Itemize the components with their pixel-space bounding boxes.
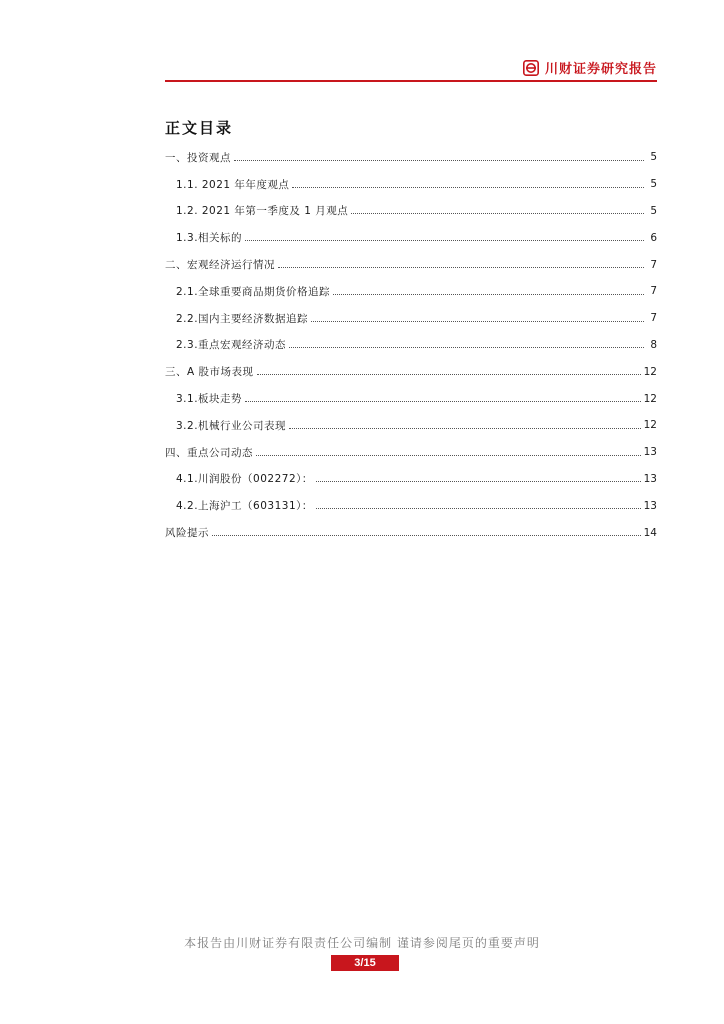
toc-entry-page-number: 5 — [650, 204, 657, 217]
toc-entry[interactable] — [165, 171, 657, 198]
toc-entry[interactable] — [165, 492, 657, 519]
footer-disclaimer: 本报告由川财证券有限责任公司编制 谨请参阅尾页的重要声明 — [184, 936, 540, 950]
toc-dot-leader — [316, 508, 641, 509]
toc-entry-label: 2.3.重点宏观经济动态 — [176, 339, 287, 352]
table-of-contents — [165, 144, 657, 546]
toc-entry[interactable] — [165, 412, 657, 439]
toc-entry-page-number: 13 — [643, 499, 657, 512]
toc-entry[interactable] — [165, 358, 657, 385]
toc-dot-leader — [245, 240, 644, 241]
toc-entry[interactable] — [165, 305, 657, 332]
toc-entry-label: 风险提示 — [165, 527, 209, 540]
toc-entry-label: 1.3.相关标的 — [176, 232, 243, 245]
toc-entry-page-number: 8 — [650, 338, 657, 351]
brand — [523, 58, 657, 77]
toc-entry-label: 四、重点公司动态 — [165, 446, 253, 459]
toc-entry-label: 二、宏观经济运行情况 — [165, 259, 275, 272]
toc-dot-leader — [351, 213, 644, 214]
toc-entry[interactable] — [165, 466, 657, 493]
toc-entry-page-number: 12 — [643, 365, 657, 378]
toc-dot-leader — [333, 294, 644, 295]
toc-entry-page-number: 13 — [643, 472, 657, 485]
page-header — [165, 56, 657, 80]
toc-dot-leader — [316, 481, 641, 482]
toc-entry[interactable] — [165, 439, 657, 466]
toc-dot-leader — [292, 187, 644, 188]
toc-entry-page-number: 14 — [643, 526, 657, 539]
toc-dot-leader — [256, 455, 641, 456]
toc-entry-label: 4.1.川润股份（002272）： — [176, 473, 313, 486]
toc-entry-page-number: 12 — [643, 419, 657, 432]
header-divider — [165, 80, 657, 82]
toc-entry-page-number: 6 — [650, 231, 657, 244]
page-number-badge: 3/15 — [331, 955, 399, 971]
toc-entry-page-number: 7 — [650, 312, 657, 325]
toc-dot-leader — [289, 428, 641, 429]
toc-entry[interactable] — [165, 144, 657, 171]
toc-entry-page-number: 12 — [643, 392, 657, 405]
toc-entry-label: 2.2.国内主要经济数据追踪 — [176, 312, 309, 325]
chuancai-logo-icon — [523, 60, 539, 76]
toc-entry-label: 2.1.全球重要商品期货价格追踪 — [176, 285, 331, 298]
toc-dot-leader — [257, 374, 641, 375]
toc-entry-label: 三、A 股市场表现 — [165, 366, 254, 379]
toc-entry-label: 3.1.板块走势 — [176, 393, 243, 406]
toc-entry-label: 1.2. 2021 年第一季度及 1 月观点 — [176, 205, 349, 218]
toc-dot-leader — [234, 160, 644, 161]
toc-entry[interactable] — [165, 278, 657, 305]
toc-entry-label: 1.1. 2021 年年度观点 — [176, 178, 290, 191]
toc-entry-page-number: 7 — [650, 258, 657, 271]
toc-entry[interactable] — [165, 198, 657, 225]
toc-entry-page-number: 13 — [643, 446, 657, 459]
brand-name: 川财证券研究报告 — [544, 62, 657, 77]
toc-dot-leader — [278, 267, 644, 268]
toc-dot-leader — [289, 347, 644, 348]
toc-title: 正文目录 — [165, 119, 234, 137]
toc-entry-page-number: 7 — [650, 285, 657, 298]
toc-dot-leader — [212, 535, 641, 536]
toc-entry-label: 3.2.机械行业公司表现 — [176, 419, 287, 432]
toc-dot-leader — [245, 401, 641, 402]
toc-entry-label: 4.2.上海沪工（603131）： — [176, 500, 313, 513]
toc-entry-page-number: 5 — [650, 178, 657, 191]
toc-entry[interactable] — [165, 385, 657, 412]
toc-entry-page-number: 5 — [650, 151, 657, 164]
toc-entry-label: 一、投资观点 — [165, 151, 231, 164]
toc-entry[interactable] — [165, 519, 657, 546]
toc-entry[interactable] — [165, 251, 657, 278]
toc-entry[interactable] — [165, 332, 657, 359]
toc-dot-leader — [311, 321, 644, 322]
toc-entry[interactable] — [165, 224, 657, 251]
